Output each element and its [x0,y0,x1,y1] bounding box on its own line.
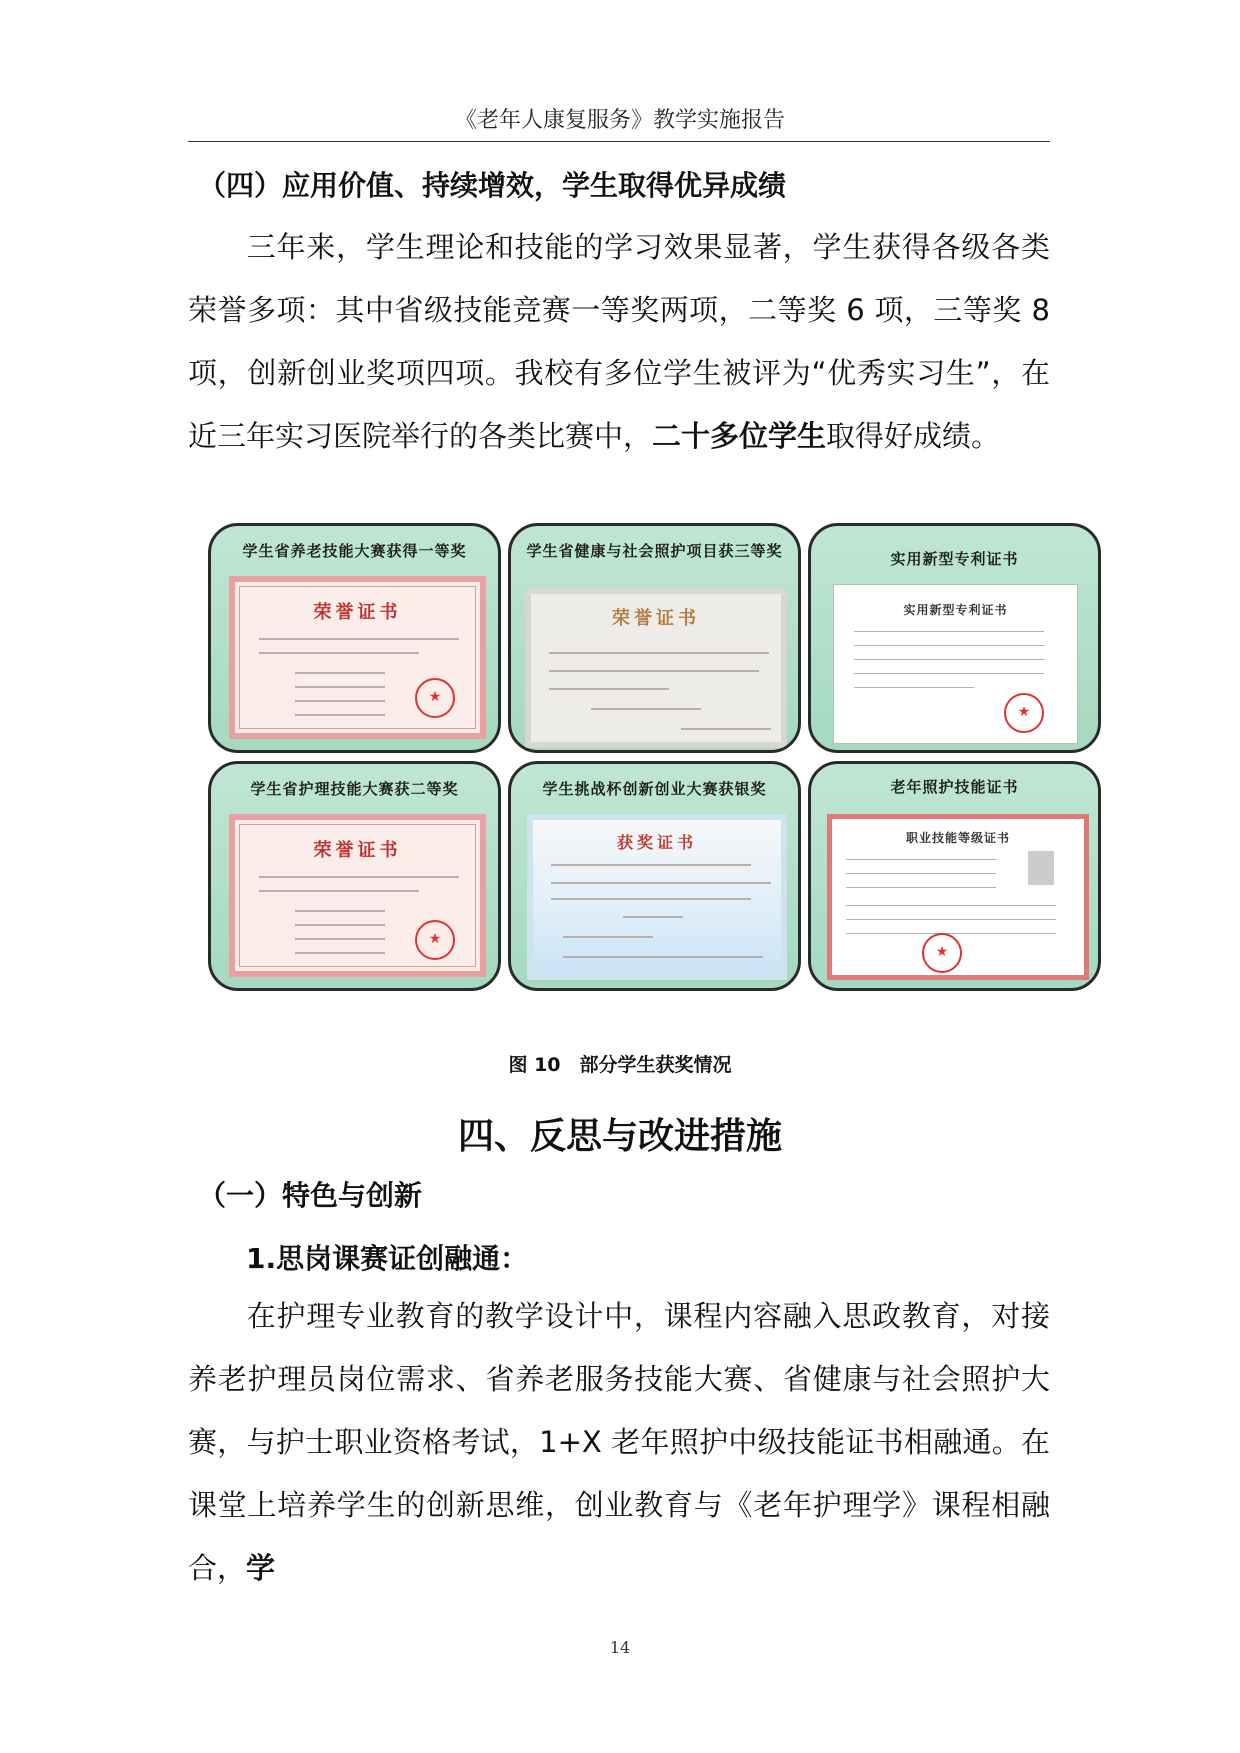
page-header: 《老年人康复服务》教学实施报告 [454,108,785,133]
card-title: 学生省健康与社会照护项目获三等奖 [526,542,783,560]
photo-placeholder [1028,851,1054,885]
certificate-image [527,814,787,980]
certificate-heading: 荣誉证书 [313,840,402,861]
certificate-heading: 获奖证书 [616,833,697,852]
card-title: 学生省养老技能大赛获得一等奖 [242,542,467,560]
paragraph-text: 在护理专业教育的教学设计中，课程内容融入思政教育，对接养老护理员岗位需求、省养老服务技能大赛、省健康与社会照护大赛，与护士职业资格考试，1+X 老年照护中级技能证书相融通。在课堂上培养学生的创新思维，创业教育与《老年护理学》课程相融合， [188,1299,1050,1585]
header-rule [188,141,1050,142]
paragraph-text-end: 取得好成绩。 [826,419,1001,453]
card-title: 实用新型专利证书 [890,550,1019,568]
seal-icon: ★ [922,933,962,973]
item-heading: 1.思岗课赛证创融通： [246,1242,529,1275]
award-card [208,523,501,753]
paragraph-bold: 二十多位学生 [652,419,827,453]
seal-icon: ★ [1004,693,1044,733]
certificate-heading: 荣誉证书 [313,602,402,623]
seal-icon: ★ [415,920,455,960]
award-figure [208,523,1104,993]
card-title: 学生省护理技能大赛获二等奖 [250,780,459,798]
award-card [808,761,1101,991]
seal-icon: ★ [415,678,455,718]
award-card [208,761,501,991]
section-heading: （四）应用价值、持续增效，学生取得优异成绩 [198,169,787,202]
page-number: 14 [609,1638,631,1657]
certificate-heading: 实用新型专利证书 [903,603,1008,617]
section-paragraph [188,216,1050,468]
subsection-heading: （一）特色与创新 [198,1179,423,1212]
award-card [808,523,1101,753]
paragraph-text: 三年来，学生理论和技能的学习效果显著，学生获得各级各类荣誉多项：其中省级技能竞赛一等奖两项，二等奖 6 项，三等奖 8 项，创新创业奖项四项。我校有多位学生被评为“优秀实习生”，在近三年实习医院举行的各类比赛中， [188,230,1050,453]
innovation-paragraph [188,1285,1050,1600]
card-title: 老年照护技能证书 [890,778,1019,796]
card-title: 学生挑战杯创新创业大赛获银奖 [542,780,767,798]
certificate-image [229,576,486,739]
chapter-title: 四、反思与改进措施 [457,1116,782,1157]
award-card [508,523,801,753]
certificate-image [525,588,787,748]
certificate-heading: 荣誉证书 [612,608,700,629]
certificate-heading: 职业技能等级证书 [905,831,1010,845]
figure-caption: 图 10 部分学生获奖情况 [508,1054,732,1076]
certificate-image [229,814,486,977]
certificate-image [827,814,1089,980]
certificate-image [833,584,1078,744]
paragraph-bold: 学 [246,1551,276,1585]
award-card [508,761,801,991]
